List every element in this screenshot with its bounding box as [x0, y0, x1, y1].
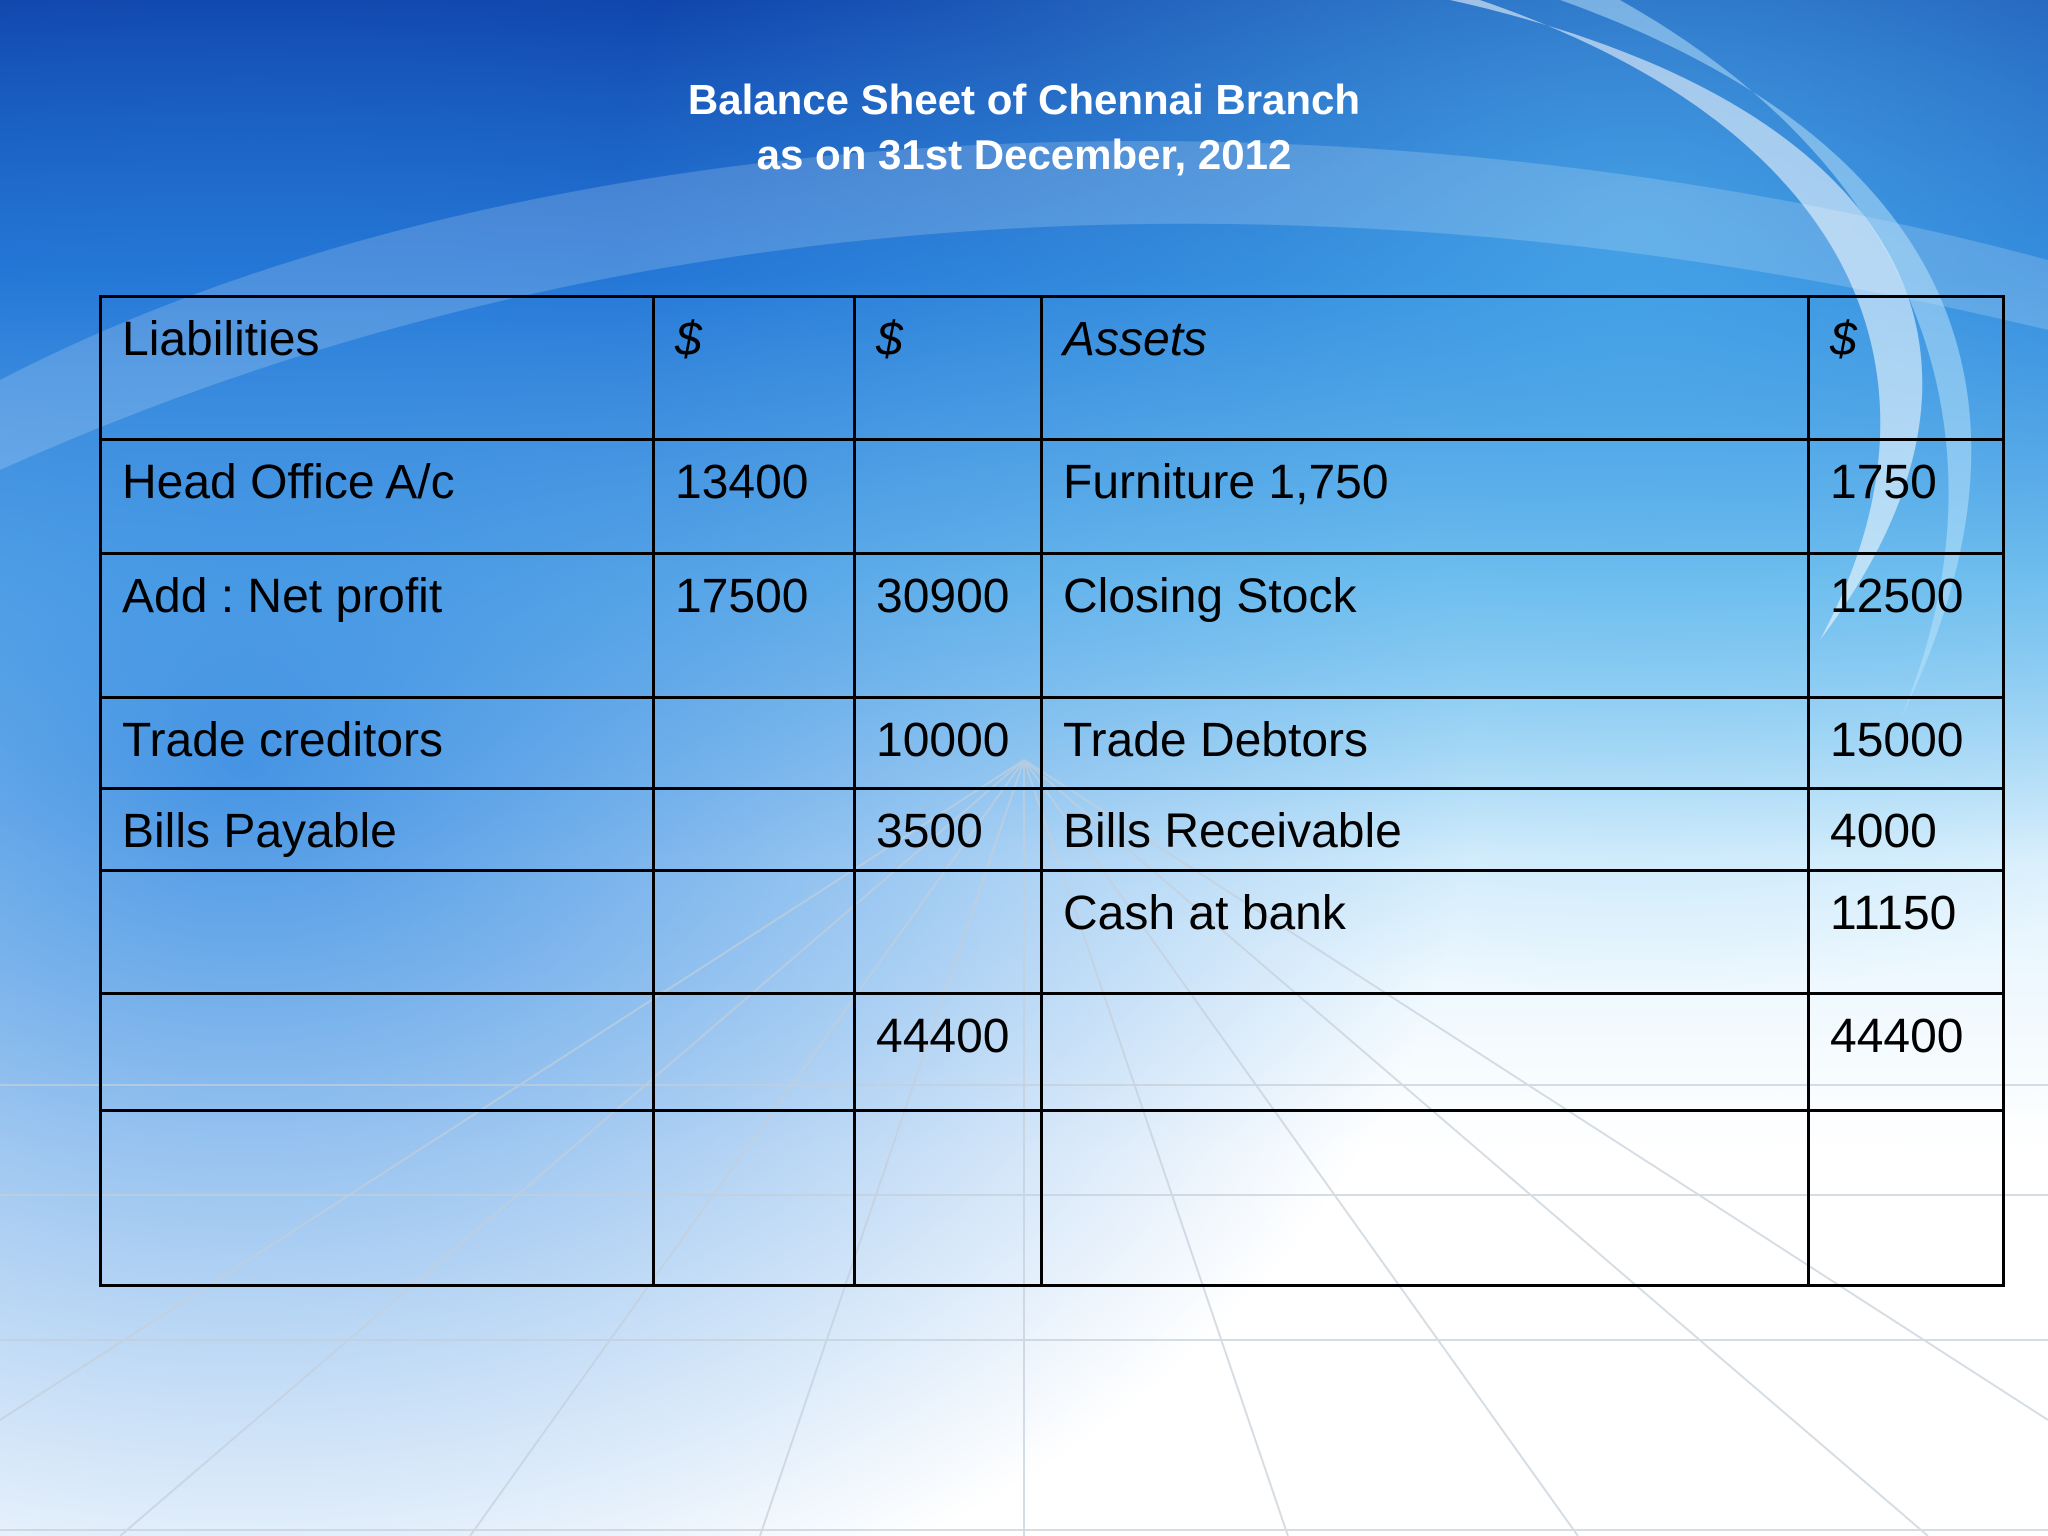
table-row	[101, 1111, 2004, 1286]
cell-asset: Furniture 1,750	[1042, 440, 1809, 554]
balance-sheet-table	[99, 295, 2005, 1287]
cell-asset: Cash at bank	[1042, 871, 1809, 994]
cell-liability: Head Office A/c	[101, 440, 654, 554]
cell-amount: 1750	[1809, 440, 2004, 554]
page-title	[0, 72, 2048, 182]
title-line-2: as on 31st December, 2012	[756, 131, 1292, 178]
title-line-1: Balance Sheet of Chennai Branch	[687, 76, 1361, 123]
cell-amount	[654, 871, 855, 994]
cell-asset: Trade Debtors	[1042, 698, 1809, 789]
cell-amount	[654, 994, 855, 1111]
cell-amount: 13400	[654, 440, 855, 554]
cell-amount: 12500	[1809, 554, 2004, 698]
table-row	[101, 871, 2004, 994]
cell-amount: 3500	[855, 789, 1042, 871]
cell-liability: Bills Payable	[101, 789, 654, 871]
cell-total-liabilities: 44400	[855, 994, 1042, 1111]
table-row	[101, 554, 2004, 698]
header-assets: Assets	[1042, 297, 1809, 440]
cell-amount	[654, 698, 855, 789]
table-row	[101, 698, 2004, 789]
cell-asset	[1042, 994, 1809, 1111]
header-amount-2: $	[855, 297, 1042, 440]
cell-amount	[855, 871, 1042, 994]
cell-amount: 4000	[1809, 789, 2004, 871]
cell-amount: 15000	[1809, 698, 2004, 789]
cell-amount: 11150	[1809, 871, 2004, 994]
header-amount-3: $	[1809, 297, 2004, 440]
table-total-row	[101, 994, 2004, 1111]
cell-amount	[855, 440, 1042, 554]
cell-liability	[101, 1111, 654, 1286]
cell-amount	[654, 789, 855, 871]
cell-liability: Trade creditors	[101, 698, 654, 789]
cell-total-assets: 44400	[1809, 994, 2004, 1111]
table-row	[101, 440, 2004, 554]
cell-amount	[654, 1111, 855, 1286]
cell-asset: Closing Stock	[1042, 554, 1809, 698]
cell-liability: Add : Net profit	[101, 554, 654, 698]
table-row	[101, 789, 2004, 871]
cell-amount: 10000	[855, 698, 1042, 789]
cell-amount	[855, 1111, 1042, 1286]
cell-asset: Bills Receivable	[1042, 789, 1809, 871]
cell-liability	[101, 871, 654, 994]
cell-asset	[1042, 1111, 1809, 1286]
cell-amount: 30900	[855, 554, 1042, 698]
cell-liability	[101, 994, 654, 1111]
header-liabilities: Liabilities	[101, 297, 654, 440]
cell-amount	[1809, 1111, 2004, 1286]
cell-amount: 17500	[654, 554, 855, 698]
header-amount-1: $	[654, 297, 855, 440]
table-header-row	[101, 297, 2004, 440]
